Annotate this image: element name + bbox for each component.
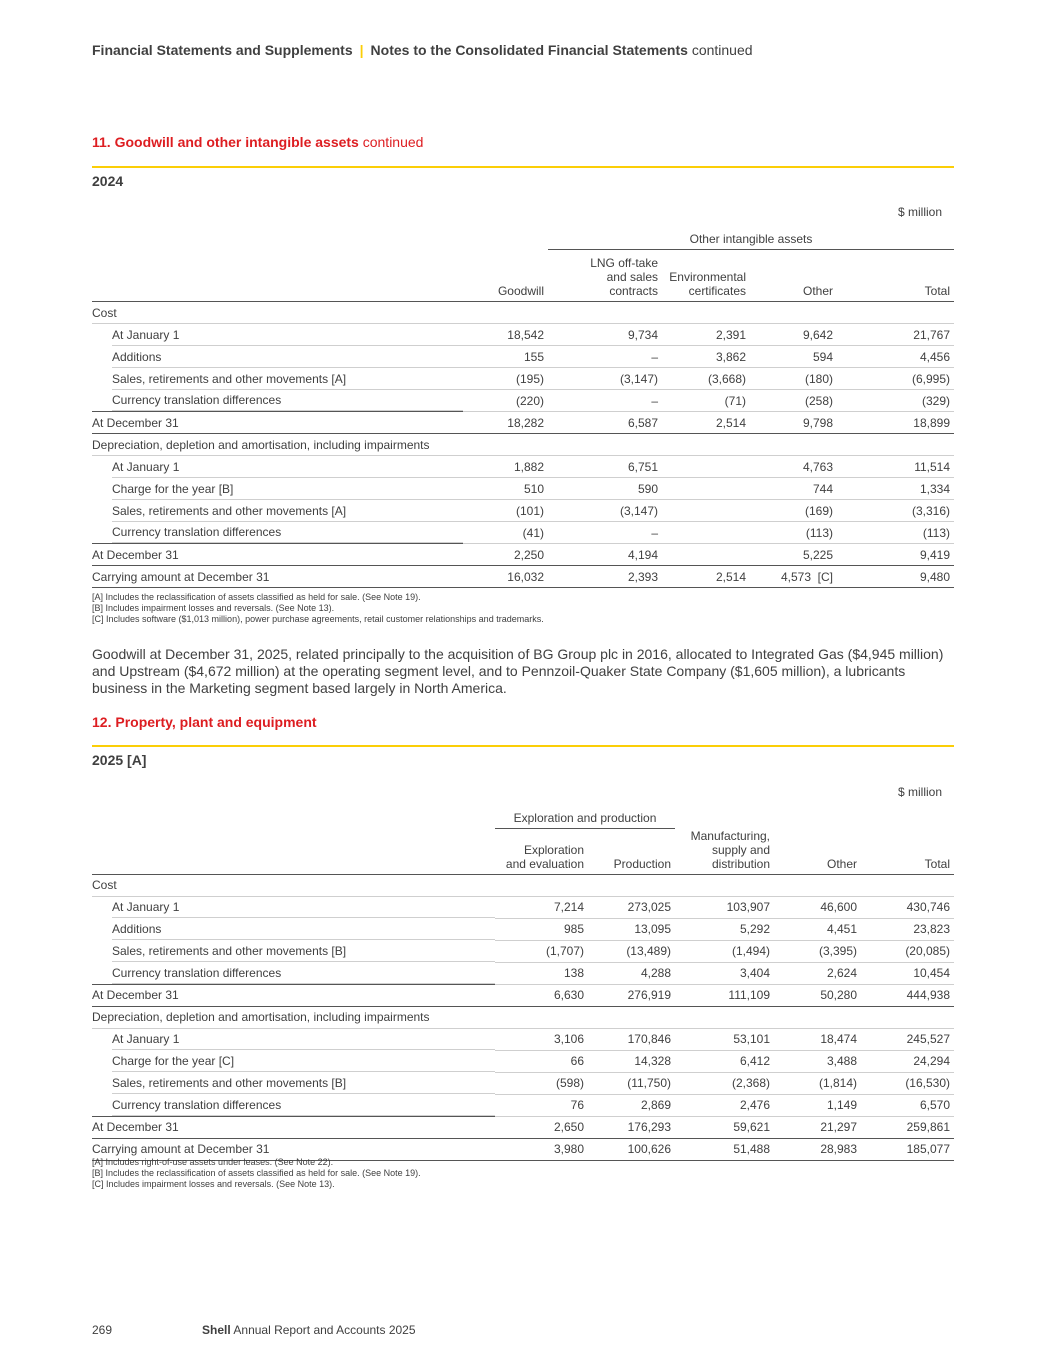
table-cell: 2,476: [675, 1094, 774, 1116]
table-row: [92, 500, 954, 522]
table-cell: 46,600: [774, 896, 861, 918]
row-label: Charge for the year [C]: [92, 1050, 495, 1072]
table-cell: (20,085): [861, 940, 954, 962]
table-cell: [774, 874, 861, 896]
row-label: Currency translation differences: [92, 962, 495, 984]
table-cell: 1,334: [837, 478, 954, 500]
table-cell: (2,368): [675, 1072, 774, 1094]
table-cell: 2,514: [662, 412, 750, 434]
row-label: At January 1: [92, 1028, 495, 1050]
table-cell: 3,862: [662, 346, 750, 368]
column-header: Total: [861, 829, 954, 875]
table-row: [92, 544, 954, 566]
table-cell: 6,751: [548, 456, 662, 478]
table-row: [92, 984, 954, 1006]
table-cell: 10,454: [861, 962, 954, 984]
table-cell: 18,474: [774, 1028, 861, 1050]
note11-footnotes: [92, 592, 544, 625]
table-cell: [662, 544, 750, 566]
table-cell: 985: [495, 918, 588, 940]
table-cell: 5,225: [750, 544, 837, 566]
table-cell: [837, 302, 954, 324]
table-cell: [548, 302, 662, 324]
row-label: At January 1: [92, 456, 463, 478]
table-row: [92, 874, 954, 896]
column-header: Manufacturing, supply and distribution: [675, 829, 774, 875]
note12-year: 2025 [A]: [92, 752, 147, 768]
table-cell: 9,734: [548, 324, 662, 346]
table-cell: 2,869: [588, 1094, 675, 1116]
note11-continued: continued: [362, 134, 424, 150]
table-cell: 103,907: [675, 896, 774, 918]
table-cell: (195): [463, 368, 548, 390]
note12-footnotes: [92, 1157, 421, 1190]
table-cell: 59,621: [675, 1116, 774, 1138]
column-header: Other: [774, 829, 861, 875]
table-row: [92, 962, 954, 984]
table-cell: (329): [837, 390, 954, 412]
table-cell: 51,488: [675, 1138, 774, 1160]
table-cell: 4,573 [C]: [750, 566, 837, 588]
table-cell: 6,630: [495, 984, 588, 1006]
header-part: Financial Statements and Supplements: [92, 42, 353, 58]
running-header: [92, 42, 753, 58]
row-label: Cost: [92, 874, 495, 896]
column-header: Exploration and evaluation: [495, 829, 588, 875]
table-cell: [861, 874, 954, 896]
row-label: Sales, retirements and other movements [A]: [92, 368, 463, 390]
table-cell: 276,919: [588, 984, 675, 1006]
table-cell: (169): [750, 500, 837, 522]
table-cell: [662, 478, 750, 500]
row-label: Cost: [92, 302, 463, 324]
table-row: [92, 940, 954, 962]
table-cell: 21,297: [774, 1116, 861, 1138]
table-cell: [495, 874, 588, 896]
table-cell: –: [548, 522, 662, 544]
row-label: At December 31: [92, 1116, 495, 1138]
table-cell: [662, 456, 750, 478]
table-cell: (6,995): [837, 368, 954, 390]
table-row: [92, 522, 954, 544]
table-cell: 590: [548, 478, 662, 500]
table-cell: (3,147): [548, 368, 662, 390]
footnote: [A] Includes right-of-use assets under leases. (See Note 22).: [92, 1157, 334, 1167]
table-cell: [588, 1006, 675, 1028]
table-cell: 18,542: [463, 324, 548, 346]
table-cell: 13,095: [588, 918, 675, 940]
table-cell: 444,938: [861, 984, 954, 1006]
table-cell: 594: [750, 346, 837, 368]
table-cell: 4,451: [774, 918, 861, 940]
table-cell: [662, 302, 750, 324]
table-cell: 7,214: [495, 896, 588, 918]
column-header: Production: [588, 829, 675, 875]
table-cell: (3,316): [837, 500, 954, 522]
table-cell: 430,746: [861, 896, 954, 918]
table-cell: (258): [750, 390, 837, 412]
table-cell: [662, 500, 750, 522]
row-label: At January 1: [92, 324, 463, 346]
table-cell: 1,882: [463, 456, 548, 478]
table-cell: (11,750): [588, 1072, 675, 1094]
note12-unit: $ million: [897, 785, 942, 799]
row-label: Currency translation differences: [92, 1094, 495, 1116]
row-label: Depreciation, depletion and amortisation, including impairments: [92, 1006, 495, 1028]
header-section: Notes to the Consolidated Financial Statements: [370, 42, 688, 58]
table-cell: 170,846: [588, 1028, 675, 1050]
report-name: Annual Report and Accounts 2025: [233, 1323, 416, 1337]
table-row: [92, 566, 954, 588]
table-cell: 11,514: [837, 456, 954, 478]
table-row: [92, 434, 954, 456]
table-cell: 24,294: [861, 1050, 954, 1072]
divider: [92, 745, 954, 747]
header-separator: |: [359, 42, 364, 58]
divider: [92, 166, 954, 168]
table-cell: 9,642: [750, 324, 837, 346]
table-cell: 2,624: [774, 962, 861, 984]
footnote: [C] Includes impairment losses and reversals. (See Note 13).: [92, 1179, 335, 1189]
table-cell: 1,149: [774, 1094, 861, 1116]
table-cell: (113): [750, 522, 837, 544]
row-label: Currency translation differences: [92, 390, 463, 412]
brand-name: Shell: [202, 1323, 231, 1337]
table-cell: –: [548, 390, 662, 412]
table-cell: 2,250: [463, 544, 548, 566]
table-cell: 28,983: [774, 1138, 861, 1160]
row-label: Carrying amount at December 31: [92, 1138, 495, 1160]
row-label: At January 1: [92, 896, 495, 918]
column-header: Goodwill: [463, 250, 548, 302]
table-cell: [588, 874, 675, 896]
column-header: Total: [837, 250, 954, 302]
ppe-table: [92, 804, 954, 1161]
table-cell: 53,101: [675, 1028, 774, 1050]
table-row: [92, 1050, 954, 1072]
table-cell: [548, 434, 662, 456]
table-cell: 2,391: [662, 324, 750, 346]
table-cell: 245,527: [861, 1028, 954, 1050]
table-cell: [750, 434, 837, 456]
group-header: Other intangible assets: [548, 225, 954, 250]
table-cell: 744: [750, 478, 837, 500]
table-row: [92, 1094, 954, 1116]
header-continued: continued: [691, 42, 753, 58]
table-cell: (16,530): [861, 1072, 954, 1094]
table-cell: 185,077: [861, 1138, 954, 1160]
table-row: [92, 1006, 954, 1028]
table-cell: 66: [495, 1050, 588, 1072]
goodwill-table: [92, 225, 954, 588]
table-cell: 510: [463, 478, 548, 500]
table-cell: 2,514: [662, 566, 750, 588]
table-cell: 100,626: [588, 1138, 675, 1160]
table-cell: [750, 302, 837, 324]
column-header: Other: [750, 250, 837, 302]
row-label: Additions: [92, 918, 495, 940]
footnote: [A] Includes the reclassification of assets classified as held for sale. (See Note 19).: [92, 592, 421, 602]
table-cell: [495, 1006, 588, 1028]
table-cell: [662, 522, 750, 544]
table-cell: (113): [837, 522, 954, 544]
note11-title: [92, 134, 423, 150]
footnote: [C] Includes software ($1,013 million), power purchase agreements, retail customer relationships and trademarks.: [92, 614, 544, 624]
table-cell: (1,494): [675, 940, 774, 962]
table-cell: (180): [750, 368, 837, 390]
table-cell: 18,899: [837, 412, 954, 434]
table-cell: (3,395): [774, 940, 861, 962]
table-cell: 9,480: [837, 566, 954, 588]
table-cell: 6,412: [675, 1050, 774, 1072]
table-cell: 5,292: [675, 918, 774, 940]
column-header: Environmental certificates: [662, 250, 750, 302]
row-label: At December 31: [92, 412, 463, 434]
table-cell: (1,707): [495, 940, 588, 962]
table-row: [92, 478, 954, 500]
table-row: [92, 390, 954, 412]
note11-unit: $ million: [897, 205, 942, 219]
table-row: [92, 302, 954, 324]
table-cell: 23,823: [861, 918, 954, 940]
table-cell: (41): [463, 522, 548, 544]
table-cell: 3,980: [495, 1138, 588, 1160]
row-label: Sales, retirements and other movements [A]: [92, 500, 463, 522]
table-cell: 9,798: [750, 412, 837, 434]
table-cell: 3,106: [495, 1028, 588, 1050]
table-row: [92, 896, 954, 918]
table-cell: (3,147): [548, 500, 662, 522]
row-label: At December 31: [92, 984, 495, 1006]
table-cell: 273,025: [588, 896, 675, 918]
table-cell: [774, 1006, 861, 1028]
table-cell: [861, 1006, 954, 1028]
table-cell: 138: [495, 962, 588, 984]
table-cell: [463, 434, 548, 456]
table-cell: 4,763: [750, 456, 837, 478]
table-cell: [675, 1006, 774, 1028]
table-row: [92, 1028, 954, 1050]
table-row: [92, 1072, 954, 1094]
table-row: [92, 324, 954, 346]
row-label: Currency translation differences: [92, 522, 463, 544]
table-cell: (13,489): [588, 940, 675, 962]
table-cell: 155: [463, 346, 548, 368]
table-cell: [662, 434, 750, 456]
footnote: [B] Includes the reclassification of assets classified as held for sale. (See Note 19).: [92, 1168, 421, 1178]
table-row: [92, 346, 954, 368]
table-cell: 9,419: [837, 544, 954, 566]
table-cell: 21,767: [837, 324, 954, 346]
table-cell: (3,668): [662, 368, 750, 390]
table-cell: 2,393: [548, 566, 662, 588]
table-cell: 4,288: [588, 962, 675, 984]
page-footer: [92, 1323, 416, 1337]
table-cell: 6,570: [861, 1094, 954, 1116]
footnote: [B] Includes impairment losses and reversals. (See Note 13).: [92, 603, 335, 613]
row-label: Additions: [92, 346, 463, 368]
table-row: [92, 412, 954, 434]
table-cell: 111,109: [675, 984, 774, 1006]
row-label: Sales, retirements and other movements [B]: [92, 940, 495, 962]
page-number: 269: [92, 1323, 113, 1337]
table-row: [92, 1116, 954, 1138]
row-label: At December 31: [92, 544, 463, 566]
table-cell: 18,282: [463, 412, 548, 434]
row-label: Charge for the year [B]: [92, 478, 463, 500]
table-row: [92, 456, 954, 478]
table-cell: (598): [495, 1072, 588, 1094]
table-cell: (101): [463, 500, 548, 522]
goodwill-paragraph: Goodwill at December 31, 2025, related principally to the acquisition of BG Group plc in 2016, allocated to Integrated Gas ($4,945 million) and Upstream ($4,672 million) at the operating segment level, and to Pennzoil-Quaker State Company ($1,605 million), a lubricants business in the Marketing segment based largely in North America.: [92, 646, 944, 696]
table-cell: 50,280: [774, 984, 861, 1006]
table-cell: 2,650: [495, 1116, 588, 1138]
table-cell: 3,488: [774, 1050, 861, 1072]
group-header: Exploration and production: [495, 804, 675, 829]
table-cell: 76: [495, 1094, 588, 1116]
table-cell: 14,328: [588, 1050, 675, 1072]
table-cell: 4,194: [548, 544, 662, 566]
table-cell: 3,404: [675, 962, 774, 984]
note12-title: 12. Property, plant and equipment: [92, 714, 317, 730]
row-label: Depreciation, depletion and amortisation, including impairments: [92, 434, 463, 456]
table-cell: (220): [463, 390, 548, 412]
table-row: [92, 368, 954, 390]
table-cell: [463, 302, 548, 324]
table-cell: [675, 874, 774, 896]
table-cell: 4,456: [837, 346, 954, 368]
table-cell: (1,814): [774, 1072, 861, 1094]
table-cell: (71): [662, 390, 750, 412]
table-cell: 259,861: [861, 1116, 954, 1138]
table-cell: –: [548, 346, 662, 368]
note11-title-text: 11. Goodwill and other intangible assets: [92, 134, 359, 150]
row-label: Carrying amount at December 31: [92, 566, 463, 588]
table-row: [92, 918, 954, 940]
note11-year: 2024: [92, 173, 124, 189]
table-cell: 176,293: [588, 1116, 675, 1138]
table-cell: 6,587: [548, 412, 662, 434]
table-cell: 16,032: [463, 566, 548, 588]
table-cell: [837, 434, 954, 456]
row-label: Sales, retirements and other movements [B]: [92, 1072, 495, 1094]
column-header: LNG off-take and sales contracts: [548, 250, 662, 302]
